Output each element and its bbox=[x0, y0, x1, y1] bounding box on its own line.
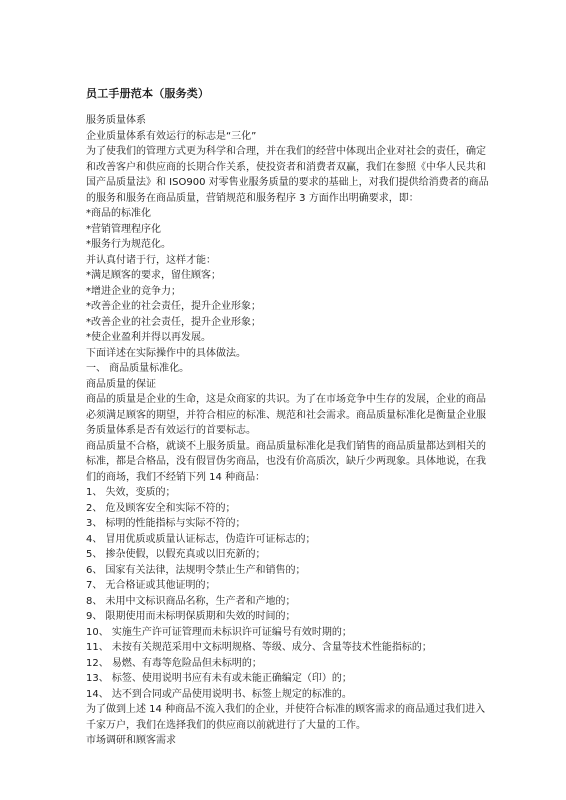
body-line: 14、 达不到合同或产品使用说明书、标签上规定的标准的。 bbox=[86, 688, 352, 700]
body-line: 11、 未按有关规范采用中文标明规格、等级、成分、含量等技术性能指标的； bbox=[86, 642, 432, 653]
body-line: 必须满足顾客的期望，并符合相应的标准、规范和社会需求。商品质量标准化是衡量企业服 bbox=[86, 409, 486, 421]
document-body bbox=[86, 113, 496, 749]
body-line: *使企业盈利并得以再发展。 bbox=[86, 332, 211, 343]
body-line: 为了使我们的管理方式更为科学和合理，并在我们的经营中体现出企业对社会的责任，确定 bbox=[86, 146, 486, 157]
body-line: 4、 冒用优质或质量认证标志，伪造许可证标志的； bbox=[86, 533, 316, 545]
body-line: 为了做到上述 14 种商品不流入我们的企业，并使符合标准的顾客需求的商品通过我们进入 bbox=[86, 704, 486, 715]
body-line: 服务质量体系 bbox=[86, 115, 146, 126]
body-line: 国产品质量法》和 ISO900 对零售业服务质量的要求的基础上，对我们提供给消费者的商品 bbox=[86, 177, 489, 188]
body-line: 10、 实施生产许可证管理而未标识许可证编号有效时期的； bbox=[86, 626, 352, 638]
body-line: *改善企业的社会责任，提升企业形象； bbox=[86, 301, 261, 312]
body-line: 商品的质量是企业的生命，这是众商家的共识。为了在市场竞争中生存的发展，企业的商品 bbox=[86, 394, 486, 405]
body-line: 市场调研和顾客需求 bbox=[86, 735, 176, 746]
body-line: 下面详述在实际操作中的具体做法。 bbox=[86, 347, 246, 359]
body-line: 一、 商品质量标准化。 bbox=[86, 363, 190, 374]
body-line: 商品质量的保证 bbox=[86, 378, 156, 390]
body-line: 9、 限期使用而未标明保质期和失效的时间的； bbox=[86, 611, 296, 622]
body-line: 2、 危及顾客安全和实际不符的； bbox=[86, 502, 236, 514]
body-line: 8、 未用中文标识商品名称，生产者和产地的； bbox=[86, 595, 296, 607]
body-line: *改善企业的社会责任，提升企业形象； bbox=[86, 316, 261, 328]
body-line: 7、 无合格证或其他证明的； bbox=[86, 580, 216, 591]
body-line: 并认真付诸于行，这样才能： bbox=[86, 254, 216, 266]
body-line: 13、 标签、使用说明书应有未有或未能正确编定（印）的； bbox=[86, 673, 352, 684]
body-line: *增进企业的竞争力； bbox=[86, 285, 181, 297]
document-title: 员工手册范本（服务类） bbox=[86, 87, 210, 100]
body-line: 3、 标明的性能指标与实际不符的； bbox=[86, 518, 246, 529]
body-line: 5、 掺杂使假，以假充真或以旧充新的； bbox=[86, 549, 266, 560]
body-line: *满足顾客的要求，留住顾客； bbox=[86, 270, 221, 281]
body-line: 们的商场，我们不经销下列 14 种商品： bbox=[86, 471, 266, 483]
body-line: 和改善客户和供应商的长期合作关系，使投资者和消费者双赢，我们在参照《中华人民共和 bbox=[86, 161, 486, 173]
body-line: 的服务和服务在商品质量，营销规范和服务程序 3 方面作出明确要求，即： bbox=[86, 192, 419, 204]
body-line: 6、 国家有关法律，法规明令禁止生产和销售的； bbox=[86, 564, 306, 576]
body-line: 商品质量不合格，就谈不上服务质量。商品质量标准化是我们销售的商品质量都达到相关的 bbox=[86, 440, 486, 452]
body-line: 务质量体系是否有效运行的首要标志。 bbox=[86, 425, 256, 436]
body-line: 1、 失效，变质的； bbox=[86, 487, 176, 498]
body-line: 标准，都是合格品，没有假冒伪劣商品，也没有价高质次，缺斤少两现象。具体地说，在我 bbox=[86, 456, 486, 467]
body-line: *服务行为规范化。 bbox=[86, 239, 171, 250]
body-line: *商品的标准化 bbox=[86, 208, 151, 219]
body-line: 企业质量体系有效运行的标志是“三化” bbox=[86, 130, 257, 142]
body-line: *营销管理程序化 bbox=[86, 223, 161, 235]
body-line: 千家万户，我们在选择我们的供应商以前就进行了大量的工作。 bbox=[86, 719, 366, 731]
body-line: 12、 易燃、有毒等危险品但未标明的； bbox=[86, 657, 262, 669]
